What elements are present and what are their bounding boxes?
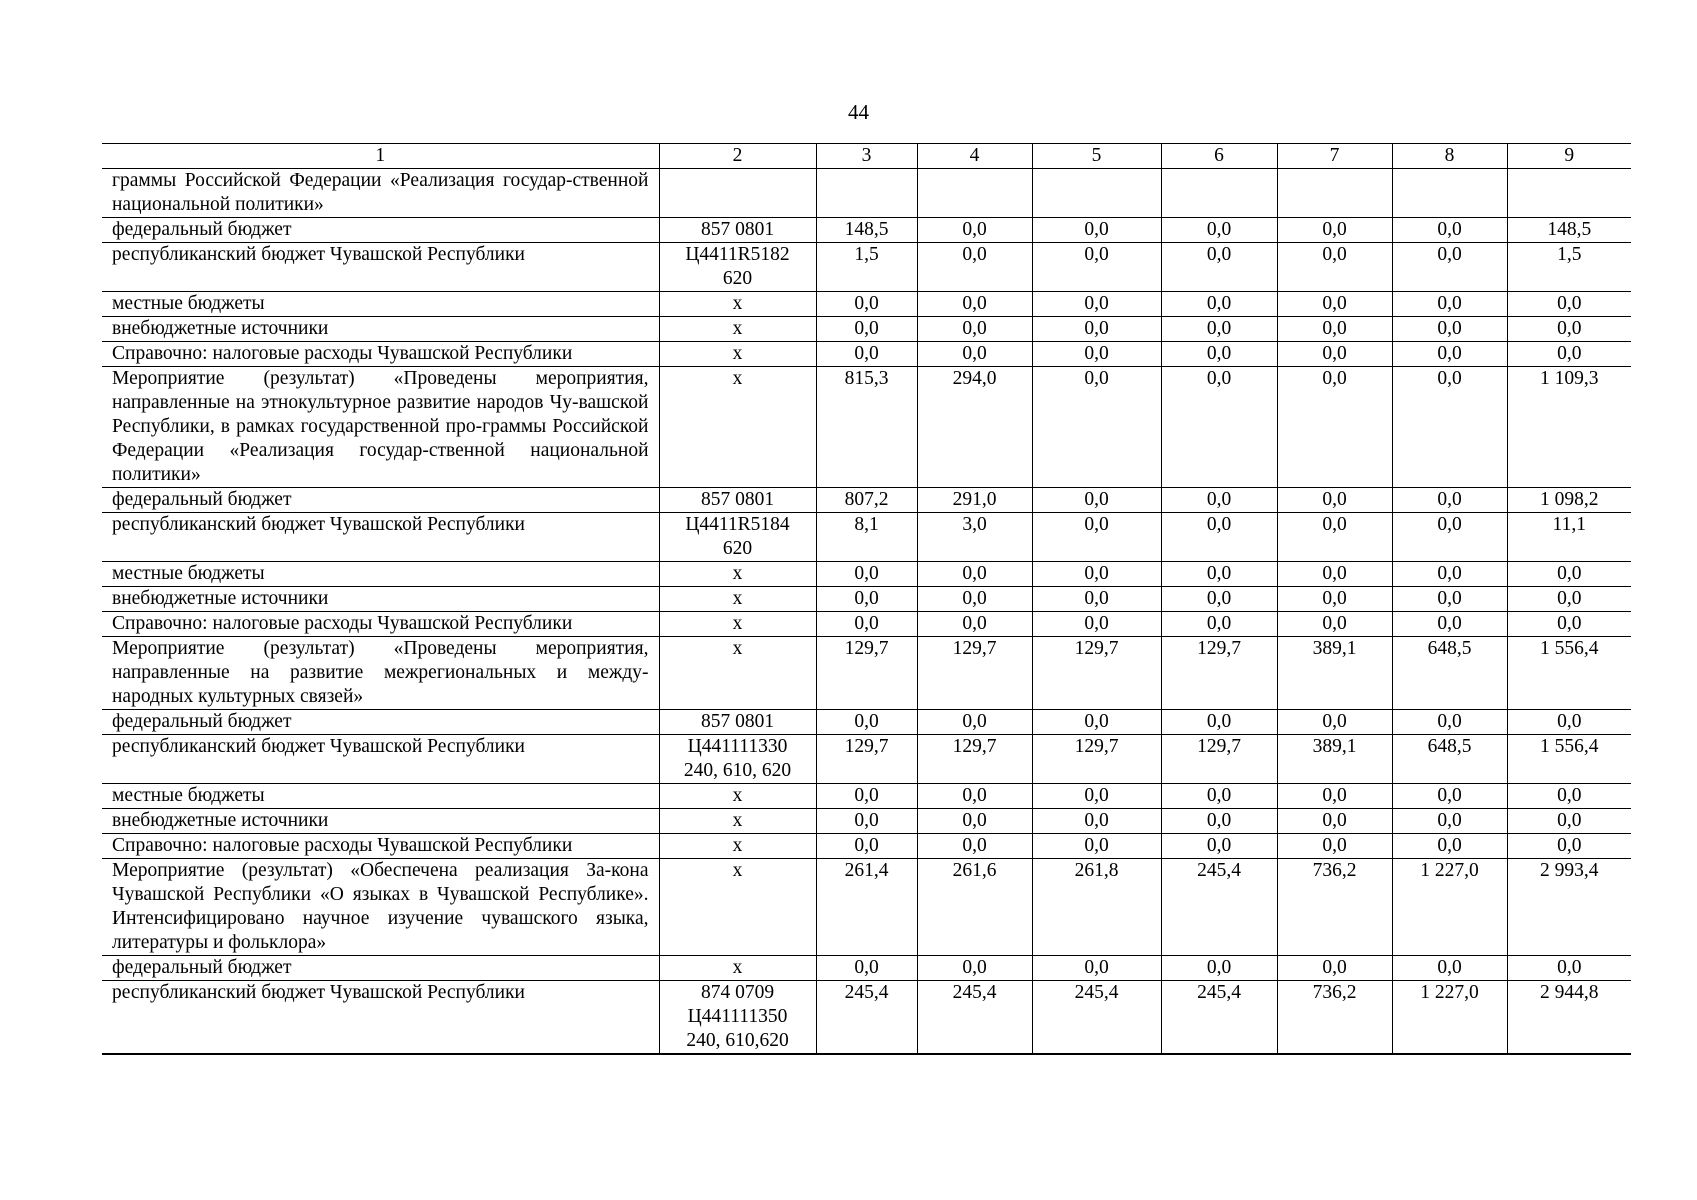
- budget-code-cell: [659, 587, 816, 612]
- value-cell: 0,0: [1032, 809, 1161, 834]
- value-cell: [917, 169, 1032, 218]
- value-cell: 0,0: [1277, 956, 1392, 981]
- value-cell: 0,0: [1032, 317, 1161, 342]
- value-cell: 0,0: [1392, 562, 1507, 587]
- value-cell: 0,0: [1392, 317, 1507, 342]
- table-row: [102, 735, 1631, 784]
- row-label: Мероприятие (результат) «Проведены мероприятия, направленные на этнокультурное развитие народов Чу-вашской Республики, в рамках государственной про-граммы Российской Федерации «Реализация государ-ственной национальной политики»: [102, 367, 659, 488]
- budget-code-line: 857 0801: [700, 489, 775, 510]
- value-cell: 0,0: [1507, 562, 1631, 587]
- value-cell: 0,0: [1032, 218, 1161, 243]
- value-cell: 0,0: [1032, 342, 1161, 367]
- value-cell: 0,0: [1392, 587, 1507, 612]
- budget-code-line: х: [732, 343, 743, 364]
- row-label: Справочно: налоговые расходы Чувашской Республики: [102, 612, 659, 637]
- row-label: республиканский бюджет Чувашской Республики: [102, 735, 659, 784]
- row-label: внебюджетные источники: [102, 317, 659, 342]
- value-cell: 648,5: [1392, 637, 1507, 710]
- value-cell: 0,0: [1277, 243, 1392, 292]
- budget-code-line: х: [732, 563, 743, 584]
- value-cell: 1 227,0: [1392, 859, 1507, 956]
- value-cell: 0,0: [1161, 834, 1277, 859]
- value-cell: 129,7: [1161, 735, 1277, 784]
- value-cell: 245,4: [1161, 981, 1277, 1055]
- value-cell: 0,0: [1161, 612, 1277, 637]
- value-cell: 0,0: [1161, 587, 1277, 612]
- value-cell: 0,0: [917, 834, 1032, 859]
- value-cell: 11,1: [1507, 513, 1631, 562]
- value-cell: 1 556,4: [1507, 637, 1631, 710]
- value-cell: 815,3: [816, 367, 917, 488]
- value-cell: 0,0: [1277, 710, 1392, 735]
- table-body: [102, 144, 1631, 1055]
- row-label: граммы Российской Федерации «Реализация государ-ственной национальной политики»: [102, 169, 659, 218]
- budget-code-line: х: [732, 957, 743, 978]
- value-cell: 245,4: [1032, 981, 1161, 1055]
- budget-code-line: х: [732, 318, 743, 339]
- budget-code-line: 620: [722, 268, 753, 289]
- budget-code-cell: [659, 243, 816, 292]
- budget-code-line: х: [732, 293, 743, 314]
- table-row: [102, 834, 1631, 859]
- value-cell: 736,2: [1277, 859, 1392, 956]
- value-cell: 0,0: [1392, 218, 1507, 243]
- budget-table: [102, 143, 1631, 1055]
- budget-code-line: х: [732, 368, 743, 389]
- value-cell: 0,0: [917, 612, 1032, 637]
- table-row: [102, 710, 1631, 735]
- page-number: 44: [848, 100, 869, 124]
- value-cell: 0,0: [816, 587, 917, 612]
- budget-code-cell: [659, 612, 816, 637]
- column-header: 1: [102, 144, 659, 169]
- table-row: [102, 637, 1631, 710]
- value-cell: 0,0: [1507, 784, 1631, 809]
- value-cell: 0,0: [917, 342, 1032, 367]
- budget-code-cell: [659, 637, 816, 710]
- value-cell: 0,0: [1277, 218, 1392, 243]
- value-cell: 0,0: [1277, 834, 1392, 859]
- value-cell: [1161, 169, 1277, 218]
- value-cell: 0,0: [1032, 612, 1161, 637]
- value-cell: 0,0: [1277, 488, 1392, 513]
- value-cell: 0,0: [816, 612, 917, 637]
- value-cell: 0,0: [816, 710, 917, 735]
- value-cell: 0,0: [1161, 488, 1277, 513]
- table-row: [102, 169, 1631, 218]
- value-cell: 0,0: [1392, 956, 1507, 981]
- row-label: внебюджетные источники: [102, 809, 659, 834]
- value-cell: 0,0: [917, 956, 1032, 981]
- column-header: 4: [917, 144, 1032, 169]
- value-cell: 0,0: [917, 809, 1032, 834]
- value-cell: 0,0: [917, 243, 1032, 292]
- value-cell: 0,0: [1392, 243, 1507, 292]
- value-cell: 129,7: [917, 637, 1032, 710]
- value-cell: 0,0: [1392, 513, 1507, 562]
- value-cell: 0,0: [1032, 834, 1161, 859]
- table-row: [102, 342, 1631, 367]
- value-cell: 0,0: [917, 292, 1032, 317]
- table-row: [102, 784, 1631, 809]
- value-cell: 0,0: [1507, 809, 1631, 834]
- value-cell: 0,0: [1032, 562, 1161, 587]
- value-cell: 0,0: [816, 342, 917, 367]
- table-row: [102, 488, 1631, 513]
- budget-code-line: х: [732, 588, 743, 609]
- budget-code-cell: [659, 834, 816, 859]
- row-label: республиканский бюджет Чувашской Республики: [102, 513, 659, 562]
- value-cell: [1032, 169, 1161, 218]
- value-cell: [1392, 169, 1507, 218]
- budget-code-line: 874 0709: [700, 982, 775, 1003]
- value-cell: 0,0: [917, 784, 1032, 809]
- value-cell: 0,0: [917, 710, 1032, 735]
- value-cell: 2 944,8: [1507, 981, 1631, 1055]
- value-cell: 148,5: [816, 218, 917, 243]
- row-label: федеральный бюджет: [102, 710, 659, 735]
- value-cell: 291,0: [917, 488, 1032, 513]
- table-row: [102, 859, 1631, 956]
- value-cell: 0,0: [1032, 784, 1161, 809]
- value-cell: 0,0: [1392, 612, 1507, 637]
- value-cell: 0,0: [1161, 342, 1277, 367]
- value-cell: [1507, 169, 1631, 218]
- value-cell: 0,0: [816, 562, 917, 587]
- row-label: федеральный бюджет: [102, 218, 659, 243]
- value-cell: 1 556,4: [1507, 735, 1631, 784]
- value-cell: 245,4: [1161, 859, 1277, 956]
- value-cell: 1 098,2: [1507, 488, 1631, 513]
- row-label: местные бюджеты: [102, 292, 659, 317]
- budget-code-line: х: [732, 835, 743, 856]
- value-cell: 0,0: [917, 317, 1032, 342]
- budget-code-cell: [659, 488, 816, 513]
- value-cell: 0,0: [1032, 367, 1161, 488]
- value-cell: 0,0: [1507, 317, 1631, 342]
- budget-code-cell: [659, 809, 816, 834]
- value-cell: 0,0: [1161, 367, 1277, 488]
- value-cell: 261,4: [816, 859, 917, 956]
- value-cell: 0,0: [1277, 367, 1392, 488]
- value-cell: 0,0: [1032, 710, 1161, 735]
- value-cell: 0,0: [1392, 342, 1507, 367]
- column-header: 3: [816, 144, 917, 169]
- budget-code-cell: [659, 169, 816, 218]
- value-cell: 0,0: [1032, 243, 1161, 292]
- value-cell: 0,0: [1161, 218, 1277, 243]
- value-cell: 129,7: [1161, 637, 1277, 710]
- value-cell: 0,0: [1277, 562, 1392, 587]
- value-cell: 129,7: [917, 735, 1032, 784]
- value-cell: 0,0: [1392, 488, 1507, 513]
- table-row: [102, 809, 1631, 834]
- value-cell: 0,0: [1507, 834, 1631, 859]
- value-cell: 1,5: [816, 243, 917, 292]
- column-header: 9: [1507, 144, 1631, 169]
- row-label: федеральный бюджет: [102, 956, 659, 981]
- value-cell: 0,0: [1507, 342, 1631, 367]
- budget-code-line: Ц4411R5182: [685, 244, 790, 265]
- value-cell: 736,2: [1277, 981, 1392, 1055]
- row-label: Справочно: налоговые расходы Чувашской Республики: [102, 834, 659, 859]
- value-cell: 0,0: [816, 317, 917, 342]
- value-cell: 148,5: [1507, 218, 1631, 243]
- budget-code-line: 857 0801: [700, 711, 775, 732]
- value-cell: 294,0: [917, 367, 1032, 488]
- table-row: [102, 218, 1631, 243]
- value-cell: 0,0: [1161, 562, 1277, 587]
- row-label: федеральный бюджет: [102, 488, 659, 513]
- value-cell: 0,0: [1507, 587, 1631, 612]
- header-row: [102, 144, 1631, 169]
- value-cell: 0,0: [1161, 317, 1277, 342]
- value-cell: 0,0: [816, 784, 917, 809]
- value-cell: [816, 169, 917, 218]
- row-label: республиканский бюджет Чувашской Республики: [102, 981, 659, 1055]
- budget-code-cell: [659, 342, 816, 367]
- budget-code-line: х: [732, 613, 743, 634]
- budget-code-cell: [659, 784, 816, 809]
- value-cell: 0,0: [1392, 292, 1507, 317]
- budget-code-cell: [659, 218, 816, 243]
- budget-code-cell: [659, 710, 816, 735]
- value-cell: [1277, 169, 1392, 218]
- budget-code-cell: [659, 859, 816, 956]
- value-cell: 0,0: [1032, 488, 1161, 513]
- table-row: [102, 981, 1631, 1055]
- row-label: Мероприятие (результат) «Обеспечена реализация За-кона Чувашской Республики «О языках в Чувашской Республике». Интенсифицировано научное изучение чувашского языка, литературы и фольклора»: [102, 859, 659, 956]
- value-cell: 389,1: [1277, 735, 1392, 784]
- value-cell: 0,0: [1507, 956, 1631, 981]
- value-cell: 0,0: [1277, 784, 1392, 809]
- budget-code-line: 620: [722, 538, 753, 559]
- value-cell: 0,0: [1161, 809, 1277, 834]
- table-row: [102, 317, 1631, 342]
- value-cell: 129,7: [816, 637, 917, 710]
- table-row: [102, 243, 1631, 292]
- value-cell: 0,0: [816, 292, 917, 317]
- value-cell: 0,0: [1277, 292, 1392, 317]
- value-cell: 0,0: [1507, 292, 1631, 317]
- budget-code-cell: [659, 981, 816, 1055]
- budget-code-line: Ц4411R5184: [685, 514, 790, 535]
- budget-code-line: х: [732, 785, 743, 806]
- budget-code-cell: [659, 317, 816, 342]
- budget-code-line: х: [732, 638, 743, 659]
- budget-code-cell: [659, 562, 816, 587]
- value-cell: 0,0: [1507, 710, 1631, 735]
- value-cell: 0,0: [1161, 292, 1277, 317]
- value-cell: 245,4: [816, 981, 917, 1055]
- value-cell: 0,0: [1277, 513, 1392, 562]
- row-label: республиканский бюджет Чувашской Республики: [102, 243, 659, 292]
- value-cell: 0,0: [917, 218, 1032, 243]
- value-cell: 389,1: [1277, 637, 1392, 710]
- budget-code-line: 857 0801: [700, 219, 775, 240]
- value-cell: 0,0: [1277, 809, 1392, 834]
- value-cell: 129,7: [1032, 637, 1161, 710]
- budget-code-cell: [659, 735, 816, 784]
- row-label: Справочно: налоговые расходы Чувашской Республики: [102, 342, 659, 367]
- budget-code-line: 240, 610, 620: [683, 760, 792, 781]
- row-label: местные бюджеты: [102, 784, 659, 809]
- value-cell: 0,0: [1277, 342, 1392, 367]
- value-cell: 0,0: [1032, 587, 1161, 612]
- table-row: [102, 513, 1631, 562]
- value-cell: 2 993,4: [1507, 859, 1631, 956]
- value-cell: 261,8: [1032, 859, 1161, 956]
- value-cell: 0,0: [1161, 513, 1277, 562]
- budget-code-cell: [659, 956, 816, 981]
- value-cell: 0,0: [1277, 587, 1392, 612]
- budget-code-cell: [659, 292, 816, 317]
- budget-code-line: Ц441111330: [687, 736, 788, 757]
- value-cell: 1 109,3: [1507, 367, 1631, 488]
- budget-code-cell: [659, 513, 816, 562]
- value-cell: 129,7: [816, 735, 917, 784]
- table-row: [102, 587, 1631, 612]
- table-row: [102, 612, 1631, 637]
- value-cell: 129,7: [1032, 735, 1161, 784]
- row-label: местные бюджеты: [102, 562, 659, 587]
- value-cell: 0,0: [1392, 710, 1507, 735]
- table-row: [102, 562, 1631, 587]
- value-cell: 0,0: [1392, 809, 1507, 834]
- row-label: внебюджетные источники: [102, 587, 659, 612]
- value-cell: 0,0: [1161, 243, 1277, 292]
- value-cell: 648,5: [1392, 735, 1507, 784]
- column-header: 2: [659, 144, 816, 169]
- column-header: 7: [1277, 144, 1392, 169]
- column-header: 8: [1392, 144, 1507, 169]
- budget-code-line: х: [732, 860, 743, 881]
- value-cell: 0,0: [1032, 292, 1161, 317]
- value-cell: 0,0: [1032, 956, 1161, 981]
- value-cell: 0,0: [1392, 367, 1507, 488]
- budget-code-line: 240, 610,620: [686, 1030, 789, 1051]
- budget-code-line: Ц441111350: [687, 1006, 788, 1027]
- value-cell: 3,0: [917, 513, 1032, 562]
- value-cell: 0,0: [1507, 612, 1631, 637]
- value-cell: 0,0: [1032, 513, 1161, 562]
- table-row: [102, 367, 1631, 488]
- value-cell: 0,0: [1277, 317, 1392, 342]
- value-cell: 0,0: [1161, 956, 1277, 981]
- value-cell: 0,0: [1392, 784, 1507, 809]
- value-cell: 8,1: [816, 513, 917, 562]
- row-label: Мероприятие (результат) «Проведены мероприятия, направленные на развитие межрегиональных и между-народных культурных связей»: [102, 637, 659, 710]
- value-cell: 1 227,0: [1392, 981, 1507, 1055]
- column-header: 6: [1161, 144, 1277, 169]
- value-cell: 261,6: [917, 859, 1032, 956]
- column-header: 5: [1032, 144, 1161, 169]
- value-cell: 0,0: [917, 562, 1032, 587]
- value-cell: 0,0: [1161, 784, 1277, 809]
- value-cell: 0,0: [1392, 834, 1507, 859]
- table-row: [102, 292, 1631, 317]
- value-cell: 807,2: [816, 488, 917, 513]
- budget-code-cell: [659, 367, 816, 488]
- value-cell: 0,0: [816, 834, 917, 859]
- budget-code-line: х: [732, 810, 743, 831]
- value-cell: 0,0: [816, 956, 917, 981]
- value-cell: 0,0: [1161, 710, 1277, 735]
- value-cell: 0,0: [917, 587, 1032, 612]
- value-cell: 0,0: [816, 809, 917, 834]
- value-cell: 1,5: [1507, 243, 1631, 292]
- value-cell: 245,4: [917, 981, 1032, 1055]
- table-row: [102, 956, 1631, 981]
- value-cell: 0,0: [1277, 612, 1392, 637]
